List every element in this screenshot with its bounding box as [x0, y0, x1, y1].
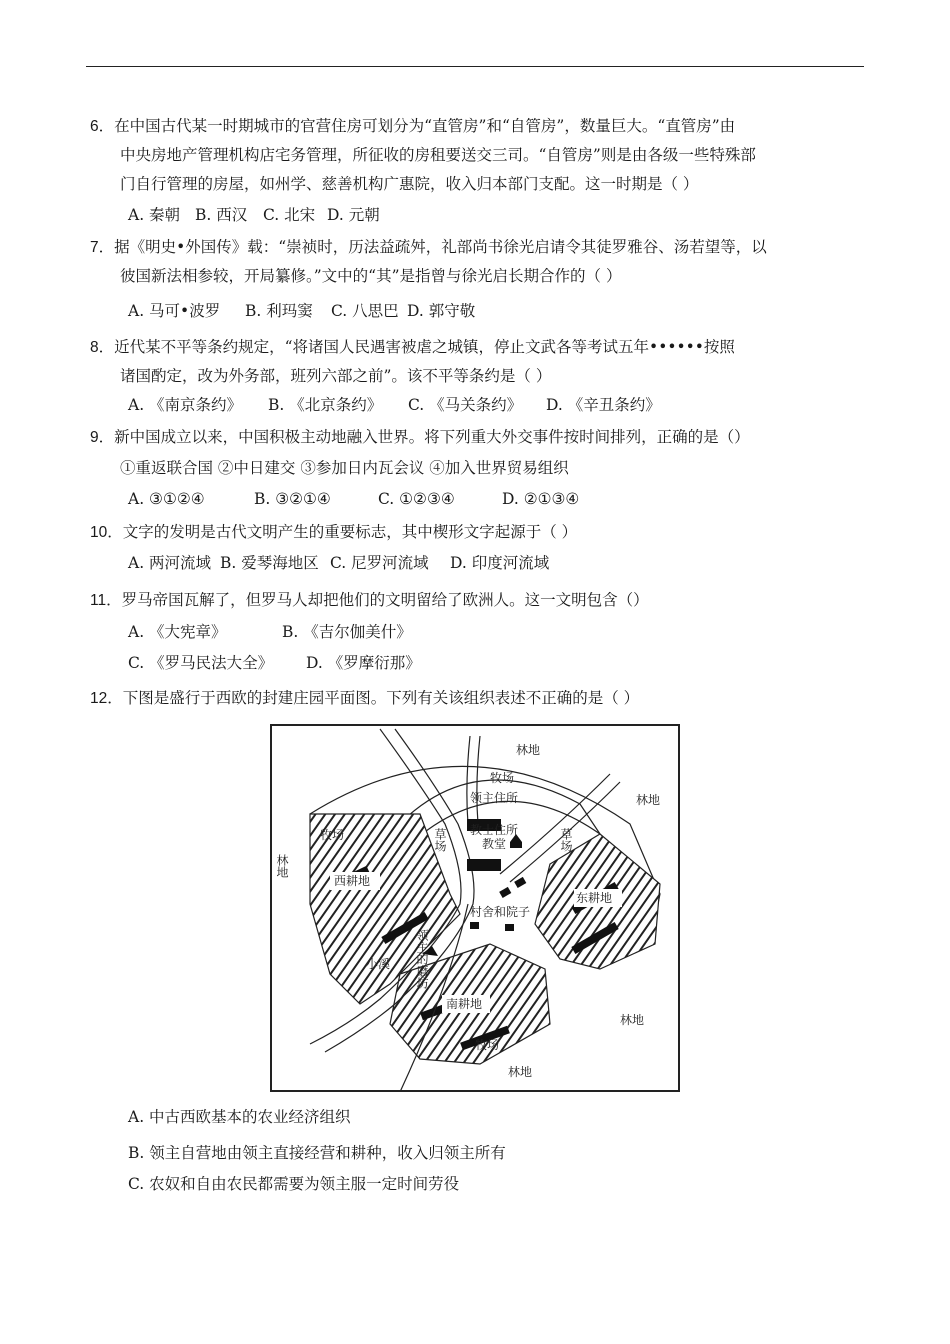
map-label: 西耕地 — [334, 874, 371, 888]
question-12 — [90, 684, 850, 713]
question-number: 11． — [90, 592, 122, 609]
option-b[interactable]: B. ③②①④ — [254, 490, 331, 508]
map-label: 林地 — [508, 1065, 533, 1079]
option-b[interactable]: B. 西汉 — [195, 206, 248, 224]
question-number: 6． — [90, 118, 115, 135]
option-d[interactable]: D. 郭守敬 — [407, 302, 476, 320]
map-label: 牧场 — [475, 1038, 500, 1052]
map-label: 牧场 — [320, 828, 345, 842]
question-text: 文字的发明是古代文明产生的重要标志，其中楔形文字起源于（ ） — [122, 523, 578, 541]
option-d[interactable]: D. ②①③④ — [502, 490, 580, 508]
question-number: 7． — [90, 239, 115, 256]
question-number: 8． — [90, 339, 115, 356]
map-label: 林地 — [636, 793, 661, 807]
map-label: 林地 — [275, 854, 289, 878]
header-rule — [86, 66, 864, 67]
question-text: 在中国古代某一时期城市的官营住房可划分为“直管房”和“自管房”，数量巨大。“直管房”由 — [114, 117, 736, 135]
question-text: 中央房地产管理机构店宅务管理，所征收的房租要送交三司。“自管房”则是由各级一些特殊部 — [120, 146, 756, 164]
map-label: 牧场 — [490, 771, 515, 785]
question-text: 诸国酌定，改为外务部，班列六部之前”。该不平等条约是（ ） — [120, 367, 552, 385]
option-a[interactable]: A. ③①②④ — [128, 490, 205, 508]
option-a[interactable]: A. 秦朝 — [128, 206, 181, 224]
option-a[interactable]: A. 中古西欧基本的农业经济组织 — [128, 1108, 351, 1126]
option-a[interactable]: A. 《大宪章》 — [128, 623, 227, 641]
question-number: 12． — [90, 690, 123, 707]
question-10 — [90, 518, 850, 547]
map-label: 林地 — [516, 743, 541, 757]
option-a[interactable]: A. 马可•波罗 — [128, 302, 221, 320]
question-6 — [90, 112, 850, 199]
map-label: 教堂 — [482, 837, 507, 851]
option-a[interactable]: A. 《南京条约》 — [128, 396, 243, 414]
question-text: 罗马帝国瓦解了，但罗马人却把他们的文明留给了欧洲人。这一文明包含（） — [121, 591, 649, 609]
map-label: 草场 — [433, 828, 447, 852]
question-text: 近代某不平等条约规定，“将诸国人民遇害被虐之城镇，停止文武各等考试五年••••••按照 — [114, 338, 735, 356]
option-c[interactable]: C. 尼罗河流域 — [330, 554, 429, 572]
map-label: 林地 — [620, 1013, 645, 1027]
question-number: 9． — [90, 429, 115, 446]
option-c[interactable]: C. 《马关条约》 — [408, 396, 523, 414]
question-text: 据《明史•外国传》载：“崇祯时，历法益疏舛，礼部尚书徐光启请令其徒罗雅谷、汤若望等，以 — [114, 238, 767, 256]
question-number: 10． — [90, 524, 123, 541]
event-list: ①重返联合国 ②中日建交 ③参加日内瓦会议 ④加入世界贸易组织 — [120, 459, 569, 477]
question-text: 彼国新法相参较，开局纂修。”文中的“其”是指曾与徐光启长期合作的（ ） — [120, 267, 622, 285]
map-label: 村舍和院子 — [470, 905, 531, 919]
option-d[interactable]: D. 《辛丑条约》 — [546, 396, 661, 414]
option-c[interactable]: C. 北宋 — [263, 206, 316, 224]
map-label: 教士住所 — [470, 823, 519, 837]
question-7 — [90, 233, 850, 291]
option-d[interactable]: D. 元朝 — [327, 206, 380, 224]
question-text: 下图是盛行于西欧的封建庄园平面图。下列有关该组织表述不正确的是（ ） — [122, 689, 640, 707]
option-b[interactable]: B. 《吉尔伽美什》 — [282, 623, 412, 641]
option-c[interactable]: C. 《罗马民法大全》 — [128, 654, 274, 672]
map-label: 小溪 — [366, 957, 391, 971]
option-b[interactable]: B. 利玛窦 — [245, 302, 313, 320]
question-text: 门自行管理的房屋，如州学、慈善机构广惠院，收入归本部门支配。这一时期是（ ） — [120, 175, 699, 193]
option-d[interactable]: D. 《罗摩衍那》 — [306, 654, 421, 672]
option-c[interactable]: C. ①②③④ — [378, 490, 455, 508]
question-9 — [90, 423, 850, 452]
map-label: 领主的磨坊 — [415, 929, 429, 989]
map-label: 东耕地 — [576, 891, 613, 905]
question-8 — [90, 333, 850, 391]
map-label: 南耕地 — [446, 997, 483, 1011]
option-d[interactable]: D. 印度河流域 — [450, 554, 550, 572]
option-b[interactable]: B. 领主自营地由领主直接经营和耕种，收入归领主所有 — [128, 1144, 506, 1162]
option-c[interactable]: C. 八思巴 — [331, 302, 399, 320]
question-11 — [90, 586, 850, 615]
option-b[interactable]: B. 爱琴海地区 — [220, 554, 319, 572]
option-c[interactable]: C. 农奴和自由农民都需要为领主服一定时间劳役 — [128, 1175, 460, 1193]
manor-map — [270, 724, 680, 1092]
map-label: 草场 — [559, 828, 573, 852]
option-a[interactable]: A. 两河流域 — [128, 554, 212, 572]
option-b[interactable]: B. 《北京条约》 — [268, 396, 383, 414]
question-text: 新中国成立以来，中国积极主动地融入世界。将下列重大外交事件按时间排列，正确的是（） — [114, 428, 750, 446]
map-label: 领主住所 — [470, 791, 519, 805]
